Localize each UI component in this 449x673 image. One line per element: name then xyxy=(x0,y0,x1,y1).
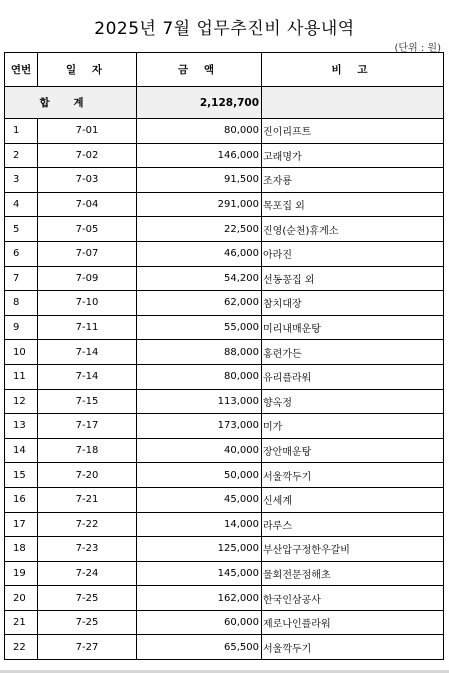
row-amount-cell[interactable]: 173,000 xyxy=(137,414,262,439)
row-note-cell[interactable]: 향옥정 xyxy=(262,389,444,414)
header-date[interactable]: 일 자 xyxy=(38,53,137,87)
table-row xyxy=(5,291,444,316)
row-no-cell[interactable]: 20 xyxy=(5,586,38,611)
row-amount-cell[interactable]: 50,000 xyxy=(137,463,262,488)
row-date-cell[interactable]: 7-18 xyxy=(38,438,137,463)
row-date-cell[interactable]: 7-05 xyxy=(38,217,137,242)
row-note-cell[interactable]: 서울깍두기 xyxy=(262,463,444,488)
row-amount-cell[interactable]: 125,000 xyxy=(137,537,262,562)
row-note-cell[interactable]: 고래명가 xyxy=(262,143,444,168)
row-no-cell[interactable]: 9 xyxy=(5,315,38,340)
row-no-cell[interactable]: 10 xyxy=(5,340,38,365)
row-amount-cell[interactable]: 291,000 xyxy=(137,192,262,217)
row-note-cell[interactable]: 물회전문점해초 xyxy=(262,561,444,586)
row-no-cell[interactable]: 12 xyxy=(5,389,38,414)
row-note-cell[interactable]: 유리플라워 xyxy=(262,364,444,389)
row-no-cell[interactable]: 8 xyxy=(5,291,38,316)
row-amount-cell[interactable]: 40,000 xyxy=(137,438,262,463)
total-amount[interactable]: 2,128,700 xyxy=(137,87,262,119)
row-no-cell[interactable]: 7 xyxy=(5,266,38,291)
table-row xyxy=(5,340,444,365)
row-no-cell[interactable]: 16 xyxy=(5,487,38,512)
header-amount[interactable]: 금 액 xyxy=(137,53,262,87)
row-no-cell[interactable]: 22 xyxy=(5,635,38,660)
row-no-cell[interactable]: 1 xyxy=(5,119,38,144)
row-date-cell[interactable]: 7-15 xyxy=(38,389,137,414)
total-note-cell[interactable] xyxy=(262,87,444,119)
row-note-cell[interactable]: 참치대장 xyxy=(262,291,444,316)
row-amount-cell[interactable]: 60,000 xyxy=(137,610,262,635)
row-note-cell[interactable]: 제로나인플라워 xyxy=(262,610,444,635)
row-no-cell[interactable]: 2 xyxy=(5,143,38,168)
table-row xyxy=(5,364,444,389)
row-amount-cell[interactable]: 46,000 xyxy=(137,241,262,266)
row-no-cell[interactable]: 13 xyxy=(5,414,38,439)
row-amount-cell[interactable]: 80,000 xyxy=(137,119,262,144)
table-row xyxy=(5,610,444,635)
row-date-cell[interactable]: 7-14 xyxy=(38,340,137,365)
table-row xyxy=(5,586,444,611)
row-no-cell[interactable]: 4 xyxy=(5,192,38,217)
row-note-cell[interactable]: 라루스 xyxy=(262,512,444,537)
unit-note: (단위 : 원) xyxy=(394,43,441,54)
row-date-cell[interactable]: 7-14 xyxy=(38,364,137,389)
row-date-cell[interactable]: 7-02 xyxy=(38,143,137,168)
row-no-cell[interactable]: 15 xyxy=(5,463,38,488)
table-row xyxy=(5,463,444,488)
row-no-cell[interactable]: 3 xyxy=(5,168,38,193)
row-date-cell[interactable]: 7-11 xyxy=(38,315,137,340)
row-amount-cell[interactable]: 65,500 xyxy=(137,635,262,660)
row-amount-cell[interactable]: 91,500 xyxy=(137,168,262,193)
row-no-cell[interactable]: 19 xyxy=(5,561,38,586)
row-amount-cell[interactable]: 113,000 xyxy=(137,389,262,414)
table-row xyxy=(5,561,444,586)
table-row xyxy=(5,635,444,660)
row-date-cell[interactable]: 7-10 xyxy=(38,291,137,316)
table-row xyxy=(5,315,444,340)
table-row xyxy=(5,119,444,144)
table-row xyxy=(5,168,444,193)
row-amount-cell[interactable]: 80,000 xyxy=(137,364,262,389)
row-note-cell[interactable]: 아라진 xyxy=(262,241,444,266)
row-amount-cell[interactable]: 62,000 xyxy=(137,291,262,316)
row-note-cell[interactable]: 목포집 외 xyxy=(262,192,444,217)
row-amount-cell[interactable]: 162,000 xyxy=(137,586,262,611)
total-label[interactable]: 합 계 xyxy=(5,87,137,119)
row-amount-cell[interactable]: 145,000 xyxy=(137,561,262,586)
row-note-cell[interactable]: 조자룡 xyxy=(262,168,444,193)
row-note-cell[interactable]: 미리내매운탕 xyxy=(262,315,444,340)
row-date-cell[interactable]: 7-27 xyxy=(38,635,137,660)
row-date-cell[interactable]: 7-20 xyxy=(38,463,137,488)
row-amount-cell[interactable]: 54,200 xyxy=(137,266,262,291)
table-row xyxy=(5,438,444,463)
row-date-cell[interactable]: 7-17 xyxy=(38,414,137,439)
row-no-cell[interactable]: 17 xyxy=(5,512,38,537)
row-date-cell[interactable]: 7-09 xyxy=(38,266,137,291)
row-note-cell[interactable]: 선동꽁집 외 xyxy=(262,266,444,291)
table-row xyxy=(5,217,444,242)
page-title: 2025년 7월 업무추진비 사용내역 xyxy=(94,19,355,39)
row-note-cell[interactable]: 진이리프트 xyxy=(262,119,444,144)
row-date-cell[interactable]: 7-23 xyxy=(38,537,137,562)
table-row xyxy=(5,143,444,168)
header-row xyxy=(5,53,444,87)
row-note-cell[interactable]: 부산압구정한우갈비 xyxy=(262,537,444,562)
total-row xyxy=(5,87,444,119)
row-amount-cell[interactable]: 14,000 xyxy=(137,512,262,537)
header-note[interactable]: 비 고 xyxy=(262,53,444,87)
row-date-cell[interactable]: 7-21 xyxy=(38,487,137,512)
table-row xyxy=(5,389,444,414)
row-amount-cell[interactable]: 88,000 xyxy=(137,340,262,365)
table-row xyxy=(5,512,444,537)
table-row xyxy=(5,414,444,439)
table-row xyxy=(5,487,444,512)
row-no-cell[interactable]: 5 xyxy=(5,217,38,242)
header-no[interactable]: 연번 xyxy=(5,53,38,87)
table-row xyxy=(5,192,444,217)
row-date-cell[interactable]: 7-22 xyxy=(38,512,137,537)
row-amount-cell[interactable]: 146,000 xyxy=(137,143,262,168)
row-no-cell[interactable]: 18 xyxy=(5,537,38,562)
row-note-cell[interactable]: 장안매운탕 xyxy=(262,438,444,463)
row-note-cell[interactable]: 신세계 xyxy=(262,487,444,512)
row-date-cell[interactable]: 7-25 xyxy=(38,610,137,635)
row-amount-cell[interactable]: 55,000 xyxy=(137,315,262,340)
row-date-cell[interactable]: 7-24 xyxy=(38,561,137,586)
row-amount-cell[interactable]: 22,500 xyxy=(137,217,262,242)
row-note-cell[interactable]: 진영(순천)휴게소 xyxy=(262,217,444,242)
row-no-cell[interactable]: 14 xyxy=(5,438,38,463)
row-date-cell[interactable]: 7-25 xyxy=(38,586,137,611)
expense-table xyxy=(4,52,444,660)
table-row xyxy=(5,266,444,291)
row-note-cell[interactable]: 서울깍두기 xyxy=(262,635,444,660)
row-no-cell[interactable]: 6 xyxy=(5,241,38,266)
row-note-cell[interactable]: 미가 xyxy=(262,414,444,439)
row-note-cell[interactable]: 한국인삼공사 xyxy=(262,586,444,611)
row-date-cell[interactable]: 7-03 xyxy=(38,168,137,193)
row-no-cell[interactable]: 21 xyxy=(5,610,38,635)
row-amount-cell[interactable]: 45,000 xyxy=(137,487,262,512)
row-date-cell[interactable]: 7-04 xyxy=(38,192,137,217)
table-row xyxy=(5,241,444,266)
row-note-cell[interactable]: 홍련가든 xyxy=(262,340,444,365)
table-row xyxy=(5,537,444,562)
row-date-cell[interactable]: 7-07 xyxy=(38,241,137,266)
row-date-cell[interactable]: 7-01 xyxy=(38,119,137,144)
row-no-cell[interactable]: 11 xyxy=(5,364,38,389)
